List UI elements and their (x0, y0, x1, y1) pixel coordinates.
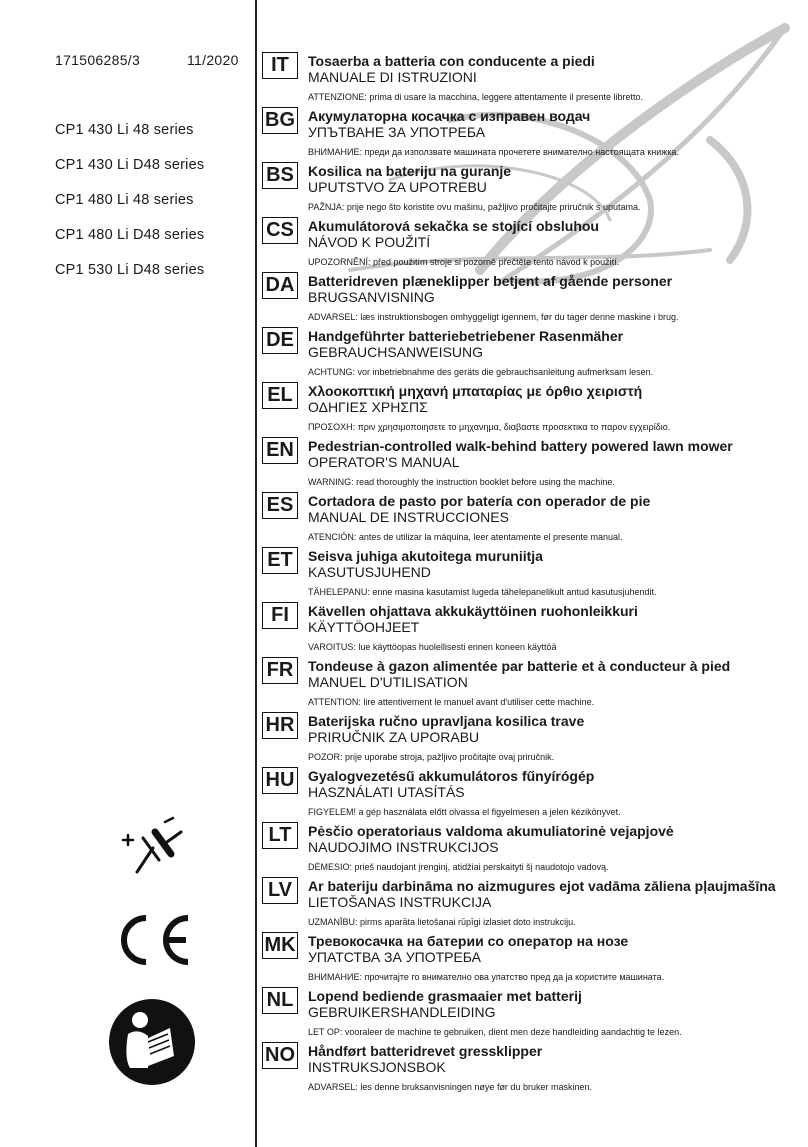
language-warning: ATTENTION: lire attentivement le manuel avant d'utiliser cette machine. (308, 697, 595, 707)
language-subtitle: NAUDOJIMO INSTRUKCIJOS (308, 839, 499, 855)
language-title: Kävellen ohjattava akkukäyttöinen ruohonleikkuri (308, 603, 638, 619)
language-row (262, 217, 802, 272)
language-code: MK (262, 932, 298, 959)
divider-line (255, 0, 257, 1147)
language-warning: ВНИМАНИЕ: преди да използвате машината прочетете внимателно настоящата книжка. (308, 147, 679, 157)
language-subtitle: BRUGSANVISNING (308, 289, 435, 305)
language-row (262, 382, 802, 437)
model-name: CP1 480 Li D48 series (55, 227, 205, 243)
language-row (262, 272, 802, 327)
language-code: BG (262, 107, 298, 134)
language-title: Тревокосачка на батерии со оператор на нозе (308, 933, 629, 949)
language-code: ET (262, 547, 298, 574)
language-row (262, 602, 802, 657)
language-code: EN (262, 437, 298, 464)
document-date: 11/2020 (187, 52, 239, 68)
language-title: Seisva juhiga akutoitega muruniitja (308, 548, 543, 564)
language-warning: VAROITUS: lue käyttöopas huolellisesti ennen koneen käyttöä (308, 642, 557, 652)
model-name: CP1 480 Li 48 series (55, 192, 194, 208)
language-warning: PAŽNJA: prije nego što koristite ovu mašinu, pažljivo pročitajte priručnik s uputama. (308, 202, 641, 212)
language-title: Tosaerba a batteria con conducente a piedi (308, 53, 595, 69)
language-row (262, 327, 802, 382)
language-title: Akumulátorová sekačka se stojící obsluhou (308, 218, 599, 234)
language-code: LT (262, 822, 298, 849)
language-row (262, 877, 802, 932)
language-warning: DĖMESIO: prieš naudojant įrenginį, atidžiai perskaityti šį naudotojo vadovą. (308, 862, 609, 872)
language-warning: POZOR: prije uporabe stroja, pažljivo pročitajte ovaj priručnik. (308, 752, 555, 762)
language-warning: WARNING: read thoroughly the instruction booklet before using the machine. (308, 477, 615, 487)
language-subtitle: KÄYTTÖOHJEET (308, 619, 420, 635)
language-title: Cortadora de pasto por batería con operador de pie (308, 493, 651, 509)
language-row (262, 437, 802, 492)
language-subtitle: LIETOŠANAS INSTRUKCIJA (308, 894, 492, 910)
language-subtitle: OPERATOR'S MANUAL (308, 454, 460, 470)
language-warning: ATTENZIONE: prima di usare la macchina, leggere attentamente il presente libretto. (308, 92, 643, 102)
language-subtitle: MANUEL D'UTILISATION (308, 674, 468, 690)
language-title: Gyalogvezetésű akkumulátoros fűnyírógép (308, 768, 595, 784)
language-warning: ATENCIÓN: antes de utilizar la máquina, leer atentamente el presente manual. (308, 532, 623, 542)
read-manual-icon (108, 998, 196, 1086)
model-list (55, 120, 204, 295)
language-code: HR (262, 712, 298, 739)
language-code: FI (262, 602, 298, 629)
language-warning: ACHTUNG: vor inbetriebnahme des geräts die gebrauchsanleitung aufmerksam lesen. (308, 367, 654, 377)
language-warning: LET OP: vooraleer de machine te gebruiken, dient men deze handleiding aandachtig te lezen. (308, 1027, 682, 1037)
language-subtitle: NÁVOD K POUŽITÍ (308, 234, 431, 250)
language-row (262, 1042, 802, 1097)
language-title: Håndført batteridrevet gressklipper (308, 1043, 543, 1059)
language-row (262, 107, 802, 162)
language-row (262, 822, 802, 877)
model-name: CP1 430 Li 48 series (55, 122, 194, 138)
language-row (262, 547, 802, 602)
language-title: Pėsčio operatoriaus valdoma akumuliatorinė vejapjovė (308, 823, 674, 839)
language-title: Handgeführter batteriebetriebener Rasenmäher (308, 328, 624, 344)
language-subtitle: HASZNÁLATI UTASÍTÁS (308, 784, 465, 800)
language-row (262, 987, 802, 1042)
language-row (262, 657, 802, 712)
model-name: CP1 530 Li D48 series (55, 262, 205, 278)
language-warning: ADVARSEL: les denne bruksanvisningen nøye før du bruker maskinen. (308, 1082, 592, 1092)
document-number: 171506285/3 (55, 52, 141, 68)
language-title: Ar bateriju darbināma no aizmugures ejot vadāma zāliena pļaujmašīna (308, 878, 776, 894)
language-title: Batteridreven plæneklipper betjent af gående personer (308, 273, 673, 289)
language-subtitle: KASUTUSJUHEND (308, 564, 431, 580)
language-subtitle: UPUTSTVO ZA UPOTREBU (308, 179, 487, 195)
language-row (262, 712, 802, 767)
language-subtitle: GEBRUIKERSHANDLEIDING (308, 1004, 496, 1020)
language-subtitle: УПАТСТВА ЗА УПОТРЕБА (308, 949, 482, 965)
language-title: Lopend bediende grasmaaier met batterij (308, 988, 582, 1004)
language-subtitle: GEBRAUCHSANWEISUNG (308, 344, 484, 360)
language-warning: ADVARSEL: læs instruktionsbogen omhyggeligt igennem, før du tager denne maskine i brug. (308, 312, 679, 322)
language-code: FR (262, 657, 298, 684)
language-row (262, 932, 802, 987)
symbol-column (110, 810, 220, 1086)
language-warning: UZMANĪBU: pirms aparāta lietošanai rūpīgi izlasiet doto instrukciju. (308, 917, 576, 927)
language-title: Baterijska ručno upravljana kosilica trave (308, 713, 585, 729)
language-code: IT (262, 52, 298, 79)
language-subtitle: PRIRUČNIK ZA UPORABU (308, 729, 480, 745)
language-code: EL (262, 382, 298, 409)
language-row (262, 767, 802, 822)
language-code: HU (262, 767, 298, 794)
language-code: LV (262, 877, 298, 904)
ce-mark-icon (110, 912, 194, 968)
language-subtitle: MANUAL DE INSTRUCCIONES (308, 509, 509, 525)
language-row (262, 492, 802, 547)
language-subtitle: INSTRUKSJONSBOK (308, 1059, 446, 1075)
battery-polarity-icon (115, 810, 195, 880)
language-warning: UPOZORNĚNÍ: před použitím stroje si pozorně přečtěte tento návod k použití. (308, 257, 620, 267)
language-subtitle: ΟΔΗΓΙΕΣ ΧΡΗΣΠΣ (308, 399, 428, 415)
language-title: Акумулаторна косачка с изправен водач (308, 108, 591, 124)
language-warning: ВНИМАНИЕ: прочитајте го внимателно ова упатство пред да ја користите машината. (308, 972, 665, 982)
language-subtitle: MANUALE DI ISTRUZIONI (308, 69, 477, 85)
language-code: CS (262, 217, 298, 244)
language-warning: FIGYELEM! a gép használata előtt olvassa el figyelmesen a jelen kézikönyvet. (308, 807, 621, 817)
language-code: BS (262, 162, 298, 189)
language-warning: TÄHELEPANU: enne masina kasutamist lugeda tähelepanelikult antud kasutusjuhendit. (308, 587, 657, 597)
language-title: Χλοοκοπτική μηχανή μπαταρίας με όρθιο χειριστή (308, 383, 643, 399)
language-subtitle: УПЪТВАНЕ ЗА УПОТРЕБА (308, 124, 486, 140)
language-warning: ΠΡΟΣΟΧΗ: πριν χρησιμοποιησετε το μηχανημα, διαβαστε προσεκτικα το παρον εγχειρίδιο. (308, 422, 671, 432)
language-code: DE (262, 327, 298, 354)
language-list (262, 52, 802, 1097)
language-title: Kosilica na bateriju na guranje (308, 163, 512, 179)
language-code: DA (262, 272, 298, 299)
language-title: Tondeuse à gazon alimentée par batterie et à conducteur à pied (308, 658, 731, 674)
language-title: Pedestrian-controlled walk-behind battery powered lawn mower (308, 438, 733, 454)
language-row (262, 52, 802, 107)
language-code: ES (262, 492, 298, 519)
language-code: NL (262, 987, 298, 1014)
language-code: NO (262, 1042, 298, 1069)
language-row (262, 162, 802, 217)
model-name: CP1 430 Li D48 series (55, 157, 205, 173)
